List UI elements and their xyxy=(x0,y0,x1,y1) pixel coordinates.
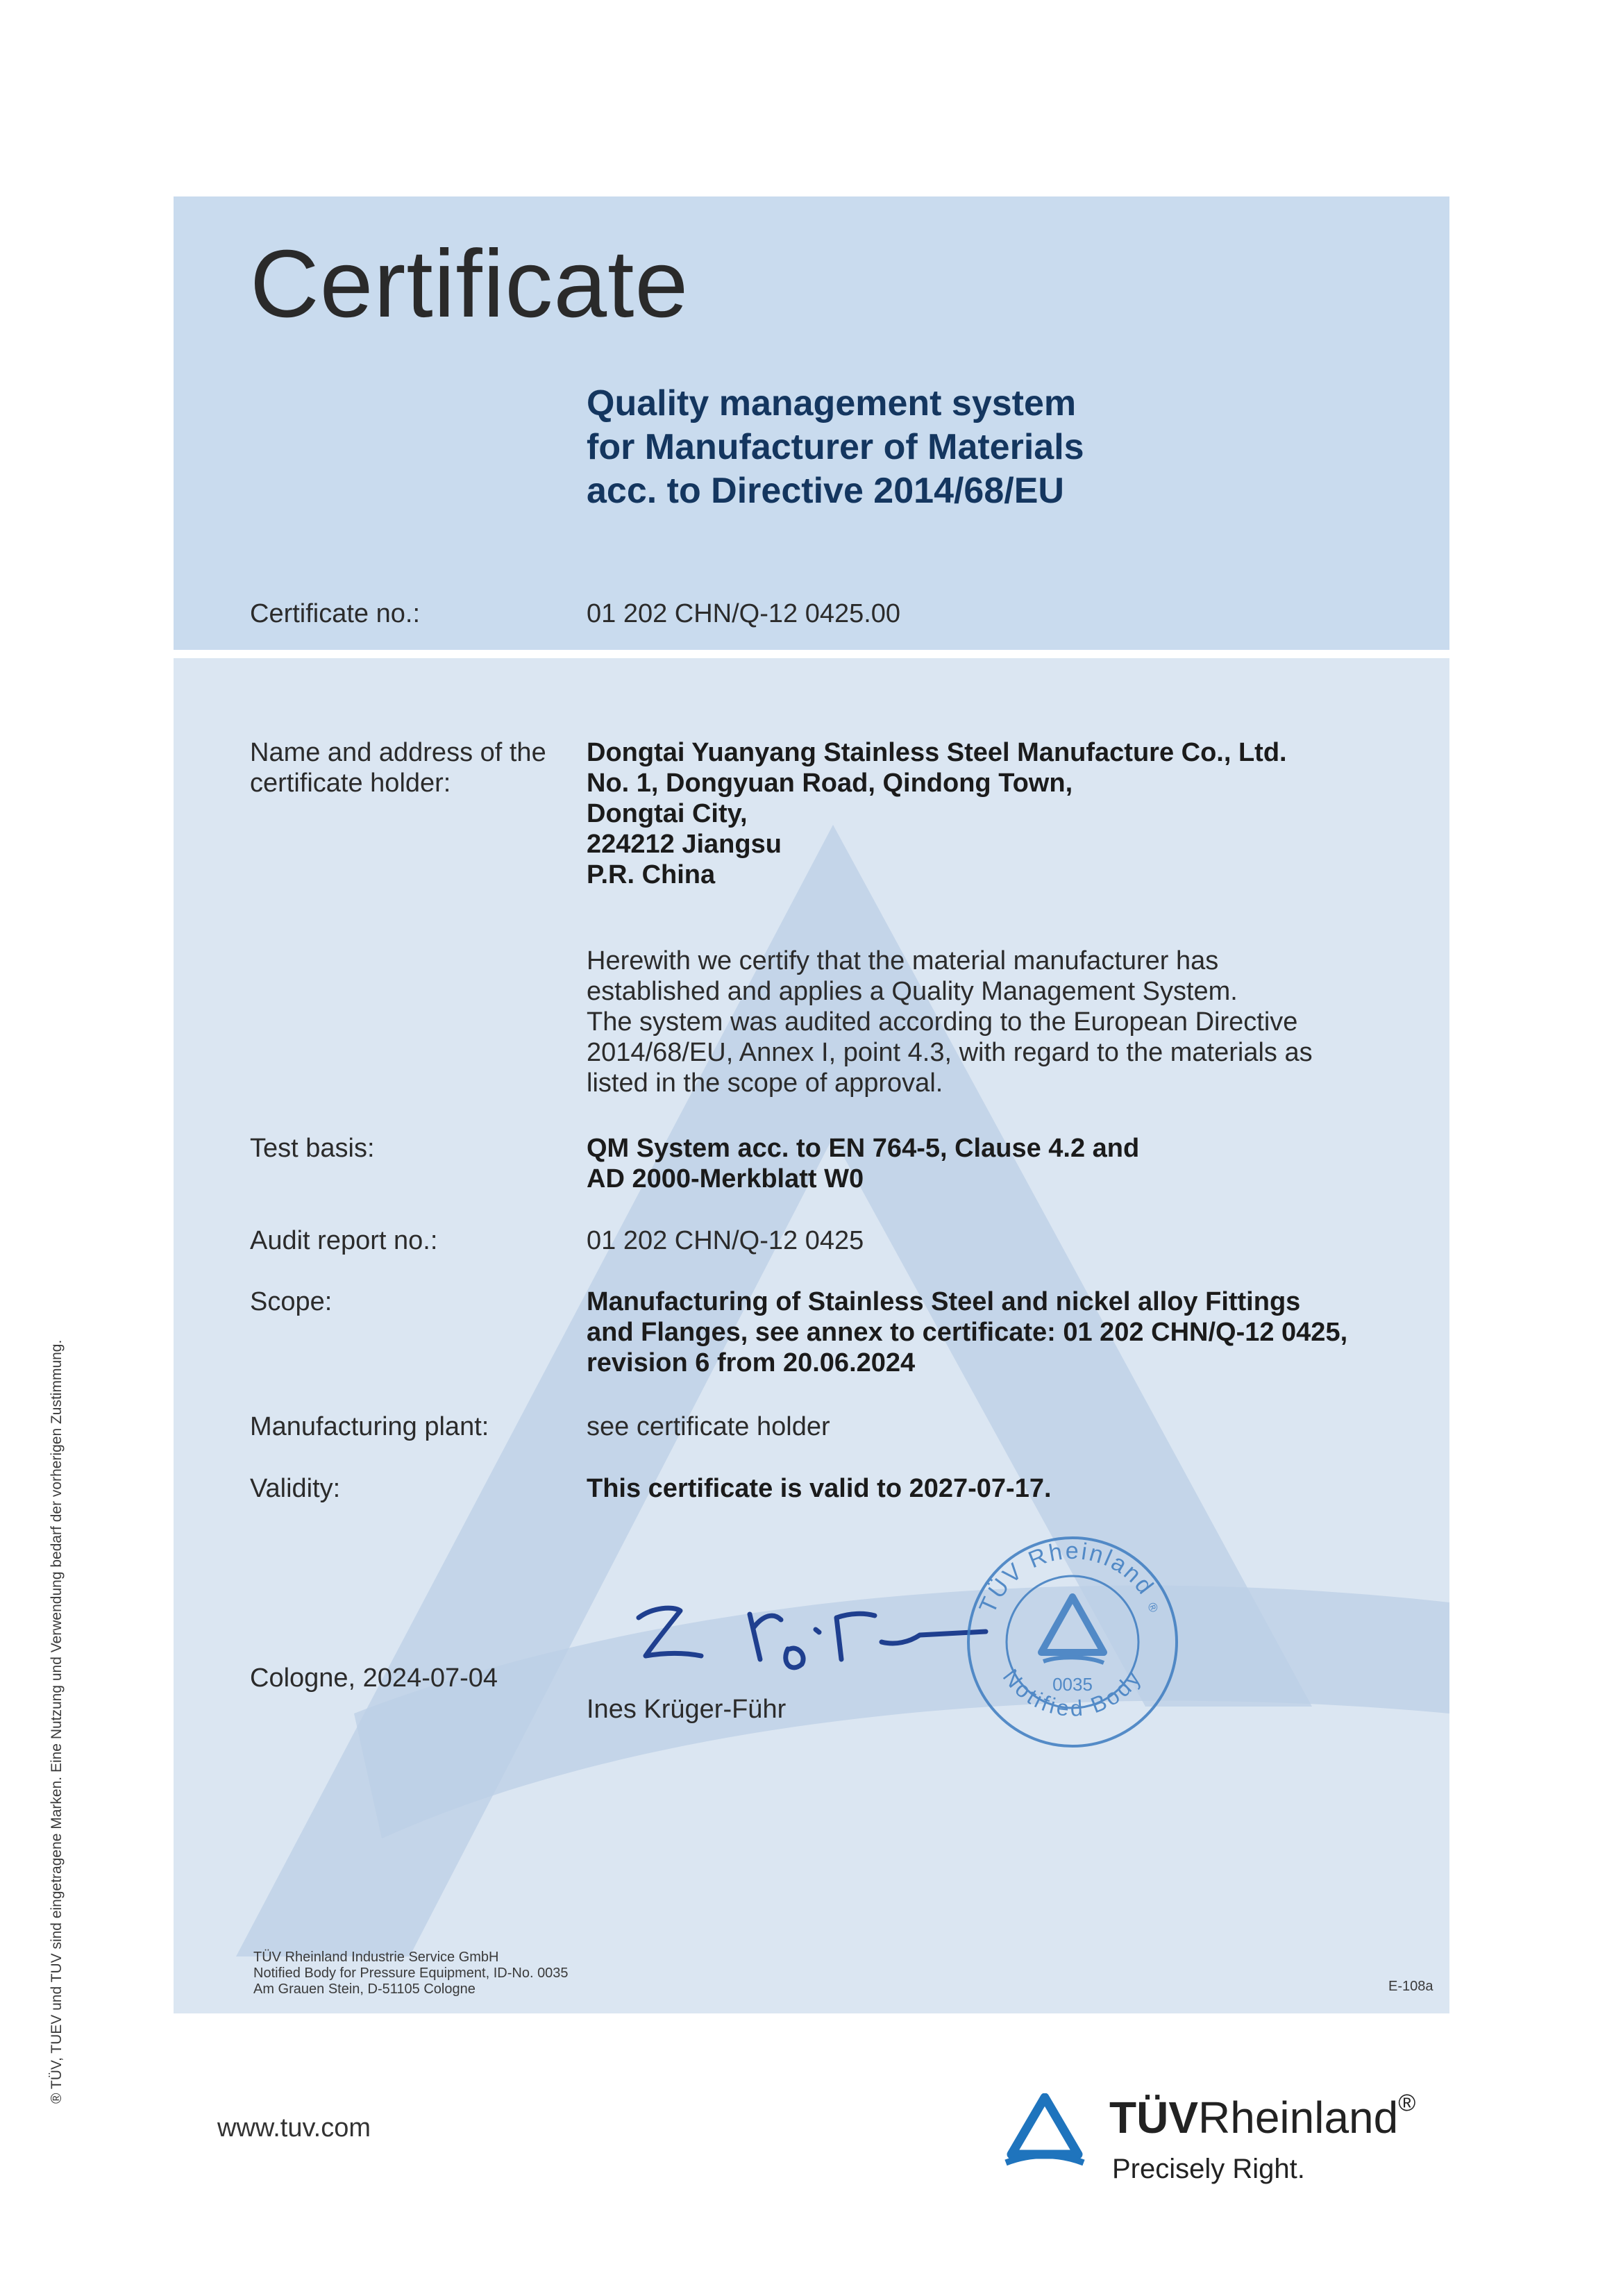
holder-address xyxy=(587,737,1287,890)
scope-line: Manufacturing of Stainless Steel and nickel alloy Fittings xyxy=(587,1287,1301,1316)
brand-bold: TÜV xyxy=(1109,2093,1198,2143)
holder-label xyxy=(250,737,555,798)
notified-body-stamp-icon xyxy=(961,1531,1184,1753)
audit-report-value: 01 202 CHN/Q-12 0425 xyxy=(587,1226,864,1255)
statement-line: established and applies a Quality Management System. xyxy=(587,977,1238,1006)
statement-line: Herewith we certify that the material manufacturer has xyxy=(587,946,1219,975)
subtitle-line: for Manufacturer of Materials xyxy=(587,427,1084,467)
certificate-title: Certificate xyxy=(250,231,689,337)
stamp-top-text: TÜV Rheinland xyxy=(974,1537,1160,1618)
address-line: Dongtai City, xyxy=(587,799,748,828)
website-link[interactable]: www.tuv.com xyxy=(217,2113,371,2143)
test-basis-value xyxy=(587,1133,1139,1194)
validity-label: Validity: xyxy=(250,1474,341,1503)
test-basis-line: AD 2000-Merkblatt W0 xyxy=(587,1164,864,1193)
brand-registered-mark: ® xyxy=(1398,2090,1416,2116)
subtitle-line: acc. to Directive 2014/68/EU xyxy=(587,471,1064,511)
scope-line: revision 6 from 20.06.2024 xyxy=(587,1348,916,1377)
address-line: 224212 Jiangsu xyxy=(587,830,782,859)
tuv-triangle-logo-icon xyxy=(1003,2093,1086,2168)
statement-line: 2014/68/EU, Annex I, point 4.3, with regard to the materials as xyxy=(587,1038,1313,1067)
certificate-no-label: Certificate no.: xyxy=(250,599,420,628)
issuer-block xyxy=(253,1950,569,1997)
statement-line: The system was audited according to the European Directive xyxy=(587,1007,1298,1037)
scope-value xyxy=(587,1287,1420,1378)
manufacturing-plant-value: see certificate holder xyxy=(587,1412,830,1441)
subtitle-line: Quality management system xyxy=(587,383,1077,424)
certification-statement xyxy=(587,946,1385,1098)
test-basis-label: Test basis: xyxy=(250,1134,375,1163)
audit-report-label: Audit report no.: xyxy=(250,1226,438,1255)
signer-name: Ines Krüger-Führ xyxy=(587,1695,787,1724)
trademark-side-note: ® TÜV, TUEV und TUV sind eingetragene Marken. Eine Nutzung und Verwendung bedarf der vorherigen Zustimmung. xyxy=(49,1339,65,2104)
stamp-number: 0035 xyxy=(1052,1674,1093,1695)
validity-value: This certificate is valid to 2027-07-17. xyxy=(587,1474,1052,1503)
certificate-no-value: 01 202 CHN/Q-12 0425.00 xyxy=(587,599,901,628)
manufacturing-plant-label: Manufacturing plant: xyxy=(250,1412,489,1441)
stamp-registered-mark: ® xyxy=(1144,1600,1162,1616)
holder-label-line: Name and address of the xyxy=(250,738,546,767)
address-line: No. 1, Dongyuan Road, Qindong Town, xyxy=(587,769,1073,798)
brand-slogan: Precisely Right. xyxy=(1112,2154,1305,2184)
stamp-bottom-text: Notified Body xyxy=(998,1664,1147,1722)
brand-name xyxy=(1109,2090,1416,2143)
address-line: Dongtai Yuanyang Stainless Steel Manufacture Co., Ltd. xyxy=(587,738,1287,767)
certificate-subtitle xyxy=(587,382,1084,513)
form-code: E-108a xyxy=(1388,1979,1433,1994)
issuer-line: Notified Body for Pressure Equipment, ID-No. 0035 xyxy=(253,1966,569,1981)
scope-line: and Flanges, see annex to certificate: 01 202 CHN/Q-12 0425, xyxy=(587,1318,1348,1347)
issuer-line: Am Grauen Stein, D-51105 Cologne xyxy=(253,1981,476,1997)
brand-regular: Rheinland xyxy=(1198,2093,1399,2143)
scope-label: Scope: xyxy=(250,1287,333,1316)
place-and-date: Cologne, 2024-07-04 xyxy=(250,1664,498,1693)
holder-label-line: certificate holder: xyxy=(250,769,451,798)
statement-line: listed in the scope of approval. xyxy=(587,1069,943,1098)
test-basis-line: QM System acc. to EN 764-5, Clause 4.2 and xyxy=(587,1134,1140,1163)
address-line: P.R. China xyxy=(587,860,716,889)
handwritten-signature xyxy=(625,1586,1014,1684)
issuer-line: TÜV Rheinland Industrie Service GmbH xyxy=(253,1950,499,1965)
